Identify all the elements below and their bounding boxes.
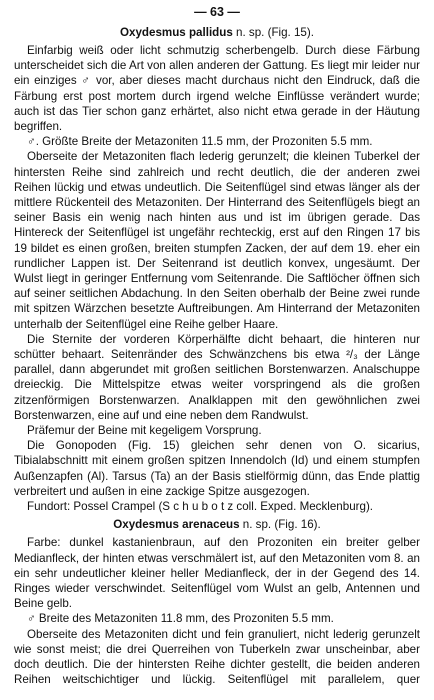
page-number: — 63 —: [194, 5, 240, 19]
species-heading-arenaceus: [14, 517, 420, 532]
paragraph: Präfemur der Beine mit kegeligem Vorsprung.: [27, 424, 262, 438]
paragraph: Die Gonopoden (Fig. 15) gleichen sehr denen von O. sicarius, Tibialabschnitt mit einem großen spitzen Innendolch (Id) und einem stumpfen Außenzapfen (Al). Tarsus (Ta) an der Basis stielförmig dünn, das Ende plattig verbreitert und außen in eine zackige Spitze ausgezogen.: [14, 439, 420, 498]
paragraph: Fundort: Possel Crampel (S c h u b o t z coll. Exped. Mecklenburg).: [27, 500, 374, 514]
paragraph: Oberseite des Metazoniten dicht und fein granuliert, nicht lederig gerunzelt wie sonst meist; die drei Querreihen von Tuberkeln zwar unscheinbar, aber doch deutlich. Die der hintersten Reihe dichter gestellt, die beiden anderen Reihen weitschichtiger und lückig. Seitenflügel mit parallelem, quer: [14, 627, 420, 687]
species-suffix: n. sp. (Fig. 15).: [232, 26, 314, 39]
species-name: Oxydesmus arenaceus: [113, 518, 240, 532]
paragraph: Oberseite der Metazoniten flach lederig gerunzelt; die kleinen Tuberkel der hintersten Reihe sind zahlreich und recht deutlich, die der anderen zwei Reihen lückig und etwas undeutlich. Die Seitenflügel sind etwas länger als der mittlere Rückenteil des Metazoniten. Der Hinterrand des Seitenflügels biegt an seiner Basis ein wenig nach hinten aus und ist im übrigen gerade. Das Hintereck der Seitenflügel ist ungefähr rechteckig, erst auf den Ringen 17 bis 19 bildet es einen großen, breiten stumpfen Zacken, der auf dem 19. eher ein rundlicher Lappen ist. Der Seitenrand ist deutlich konvex, ungesäumt. Der Wulst liegt in geringer Entfernung vom Seitenrande. Die Saftlöcher öffnen sich auf seiner seitlichen Abdachung. In den Seiten oberhalb der Beine zwei runde mit spitzen Wärzchen besetzte Auftreibungen. Am Hinterrand der Metazoniten unterhalb der Seitenflügel eine Reihe gelber Haare.: [14, 150, 420, 331]
paragraph: Farbe: dunkel kastanienbraun, auf den Prozoniten ein breiter gelber Medianfleck, der hinten etwas verschmälert ist, auf den Metazoniten vom 8. an ein sehr undeutlicher kleiner heller Medianfleck, der in der Gegend des 14. Ringes wieder verschwindet. Seitenflügel vom Wulst an gelb, Antennen und Beine gelb.: [14, 536, 420, 611]
paragraph: Die Sternite der vorderen Körperhälfte dicht behaart, die hinteren nur schütter behaart. Seitenränder des Schwänzchens bis etwa ²/₃ der Länge parallel, dann abgerundet mit großen seitlichen Borstenwarzen. Analschuppe dreieckig. Die Mittelspitze etwas weiter vorspringend als die großen zitzenförmigen Borstenwarzen. Analklappen mit den gewöhnlichen zwei Borstenwarzen, eine auf und eine neben dem Randwulst.: [14, 332, 420, 422]
species-name: Oxydesmus pallidus: [120, 26, 233, 39]
paragraph: ♂ Breite des Metazoniten 11.8 mm, des Prozoniten 5.5 mm.: [27, 612, 334, 626]
paragraph: ♂. Größte Breite der Metazoniten 11.5 mm, der Prozoniten 5.5 mm.: [27, 135, 373, 149]
species-suffix: n. sp. (Fig. 16).: [239, 518, 321, 532]
species-heading-pallidus: [14, 25, 420, 40]
paragraph: Einfarbig weiß oder licht schmutzig scherbengelb. Durch diese Färbung unterscheidet sich die Art von allen anderen der Gattung. Es liegt mir leider nur ein einziges ♂ vor, aber dieses macht durchaus nicht den Eindruck, daß die Färbung erst post mortem durch irgend welche Einflüsse verändert wurde; auch ist das Tier schon ganz erhärtet, also nicht etwa gerade in der Häutung begriffen.: [14, 44, 420, 134]
